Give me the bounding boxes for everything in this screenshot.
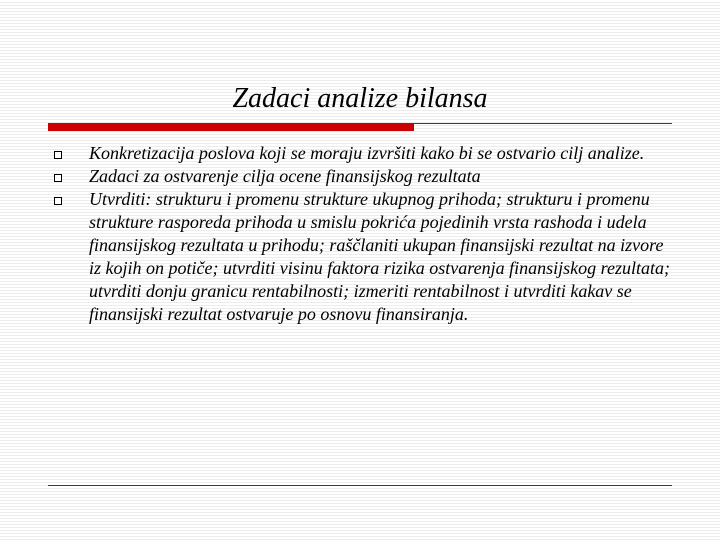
bullet-text: Utvrditi: strukturu i promenu strukture ukupnog prihoda; strukturu i promenu strukture rasporeda prihoda u smislu pokrića pojedinih vrsta rashoda i udela finansijskog rezultata u prihodu; raščlaniti ukupan finansijski rezultat na izvore iz kojih on potiče; utvrditi visinu faktora rizika ostvarenja finansijskog rezultata; utvrditi donju granicu rentabilnosti; izmeriti rentabilnost i utvrditi kakav se finansijski rezultat ostvaruje po osnovu finansiranja. (89, 189, 670, 324)
title-accent-bar (48, 123, 414, 131)
bullet-list (52, 142, 672, 326)
bullet-text: Konkretizacija poslova koji se moraju izvršiti kako bi se ostvario cilj analize. (89, 143, 645, 163)
bullet-item (52, 165, 672, 188)
square-bullet-icon (54, 197, 62, 205)
slide-title: Zadaci analize bilansa (232, 83, 488, 114)
bullet-text: Zadaci za ostvarenje cilja ocene finansijskog rezultata (89, 166, 481, 186)
bullet-item (52, 188, 672, 326)
bullet-item (52, 142, 672, 165)
footer-divider (48, 485, 672, 486)
square-bullet-icon (54, 174, 62, 182)
square-bullet-icon (54, 151, 62, 159)
